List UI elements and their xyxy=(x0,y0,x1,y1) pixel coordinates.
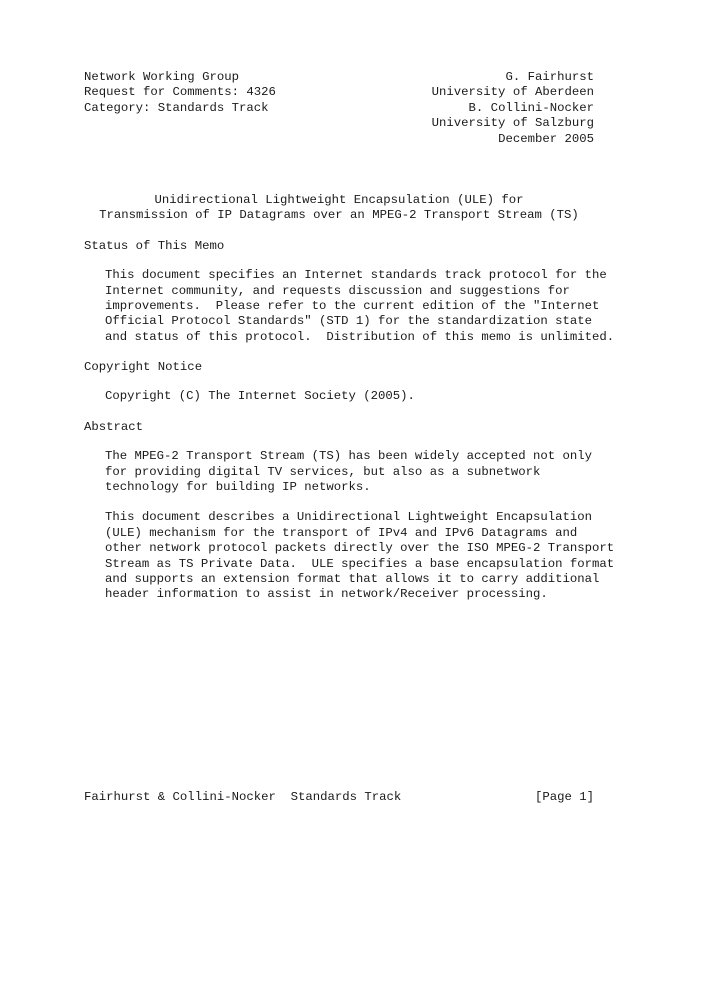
paragraph-line: for providing digital TV services, but also as a subnetwork xyxy=(105,464,541,479)
publication-date: December 2005 xyxy=(498,131,594,146)
paragraph-line: technology for building IP networks. xyxy=(105,480,371,495)
paragraph-line: and supports an extension format that allows it to carry additional xyxy=(105,571,600,586)
abstract-paragraph-1 xyxy=(84,449,594,495)
paragraph-line: The MPEG-2 Transport Stream (TS) has been widely accepted not only xyxy=(105,449,593,464)
paragraph-line: Stream as TS Private Data. ULE specifies a base encapsulation format xyxy=(105,556,615,571)
paragraph-line: other network protocol packets directly over the ISO MPEG-2 Transport xyxy=(105,541,615,556)
working-group: Network Working Group xyxy=(84,70,239,84)
document-header xyxy=(84,70,594,147)
rfc-number: Request for Comments: 4326 xyxy=(84,85,276,100)
page-footer xyxy=(84,790,594,805)
author-2: B. Collini-Nocker xyxy=(468,100,594,115)
paragraph-line: and status of this protocol. Distribution of this memo is unlimited. xyxy=(105,329,615,344)
paragraph-line: Internet community, and requests discussion and suggestions for xyxy=(105,283,570,298)
abstract-paragraph-2 xyxy=(84,510,615,602)
paragraph-line: (ULE) mechanism for the transport of IPv4 and IPv6 Datagrams and xyxy=(105,525,578,540)
author-1: G. Fairhurst xyxy=(505,70,594,84)
footer-authors-track: Fairhurst & Collini-Nocker Standards Track xyxy=(84,790,402,804)
paragraph-line: Official Protocol Standards" (STD 1) for the standardization state xyxy=(105,314,593,329)
paragraph-line: improvements. Please refer to the current edition of the "Internet xyxy=(105,298,600,313)
rfc-page xyxy=(84,70,615,603)
header-right-block xyxy=(432,70,594,147)
page-number: [Page 1] xyxy=(534,790,594,804)
copyright-heading: Copyright Notice xyxy=(84,360,203,375)
affiliation-1: University of Aberdeen xyxy=(431,85,594,100)
affiliation-2: University of Salzburg xyxy=(431,116,594,131)
abstract-heading: Abstract xyxy=(84,419,144,434)
paragraph-line: This document specifies an Internet standards track protocol for the xyxy=(105,268,607,283)
category: Category: Standards Track xyxy=(84,100,269,115)
document-title xyxy=(84,193,594,224)
title-line-2: Transmission of IP Datagrams over an MPEG-2 Transport Stream (TS) xyxy=(99,208,579,223)
copyright-paragraph xyxy=(84,389,594,404)
title-line-1: Unidirectional Lightweight Encapsulation (ULE) for xyxy=(154,192,524,207)
paragraph-line: This document describes a Unidirectional Lightweight Encapsulation xyxy=(105,510,593,525)
status-memo-paragraph xyxy=(84,268,615,345)
header-left-block xyxy=(84,70,276,147)
status-memo-heading: Status of This Memo xyxy=(84,238,225,253)
paragraph-line: header information to assist in network/Receiver processing. xyxy=(105,587,548,602)
paragraph-line: Copyright (C) The Internet Society (2005). xyxy=(105,389,415,404)
